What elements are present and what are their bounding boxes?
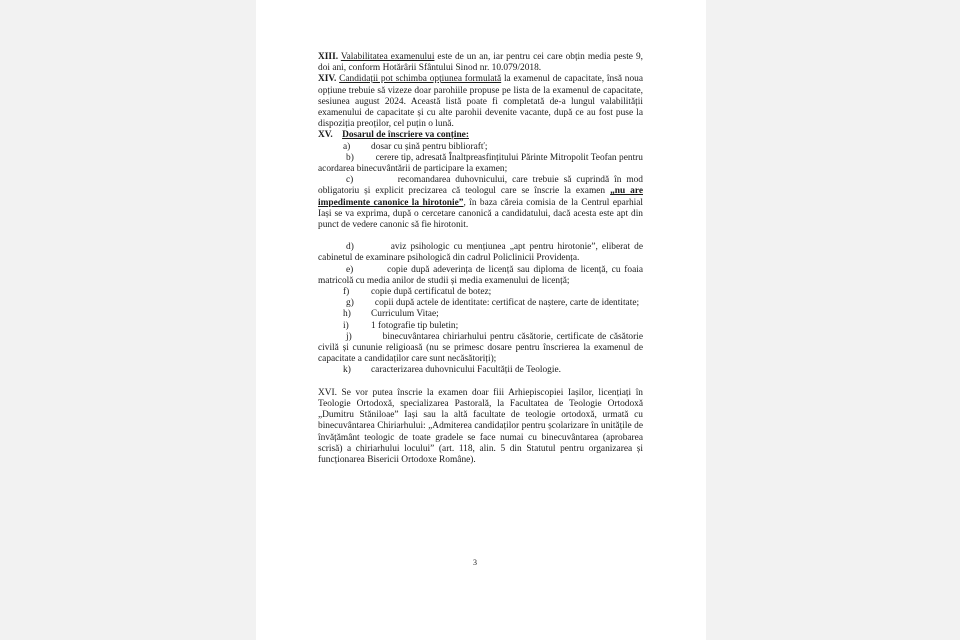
section-number: XIV. [318, 74, 337, 85]
list-marker: i) [343, 320, 349, 331]
list-item [318, 365, 643, 376]
section-xiii [318, 52, 643, 74]
section-xiv [318, 74, 643, 130]
list-text: aviz psihologic cu mențiunea „apt pentru hirotonie”, eliberat de cabinetul de examinare psihologică din cadrul Policlinicii Providența. [318, 242, 643, 264]
section-heading: Valabilitatea examenului [340, 52, 435, 62]
list-text: binecuvântarea chiriarhului pentru căsătorie, certificate de căsătorie civilă și cununie religioasă (nu se primesc dosare pentru înscrierea la examenul de capacitate a candidaților care sunt necăsătoriți); [318, 331, 643, 365]
requirements-list [318, 142, 643, 377]
emphasis-text: „nu are impedimente canonice la hirotonie” [318, 186, 643, 208]
list-item [318, 175, 643, 231]
list-item [318, 287, 643, 298]
list-text: , în baza căreia comisia de la Centrul eparhial Iași se va exprima, după o cercetare canonică a candidatului, dacă acesta este apt din punct de vedere canonic să fie hirotonit. [318, 197, 644, 231]
list-marker: f) [343, 287, 350, 298]
section-text: este de un an, iar pentru cei care obțin media peste 9, doi ani, conform Hotărârii Sfântului Sinod nr. 10.079/2018. [318, 52, 643, 74]
list-text: 1 fotografie tip buletin; [371, 320, 459, 331]
section-xvi: XVI. Se vor putea înscrie la examen doar fiii Arhiepiscopiei Iașilor, licențiați în Teologie Ortodoxă, specializarea Pastorală, la Facultatea de Teologie Ortodoxă „Dumitru Stăniloae” Iași sau la altă facultate de teologie ortodoxă, urmată cu binecuvântarea Chiriarhului: „Admiterea candidaților pentru școlarizare în unitățile de învățământ teologic de toate gradele se face numai cu binecuvântarea (aprobarea scrisă) a chiriarhului locului” (art. 118, alin. 5 din Statutul pentru organizarea și funcționarea Bisericii Ortodoxe Române). [318, 387, 643, 465]
list-item [318, 309, 643, 320]
list-item [318, 153, 643, 175]
list-marker: e) [346, 264, 354, 275]
list-text: copie după certificatul de botez; [371, 287, 492, 298]
list-item [318, 265, 643, 287]
list-item [318, 298, 643, 309]
list-text: copie după adeverința de licență sau diploma de licență, cu foaia matricolă cu media anilor de studii și media examenului de licență; [318, 264, 643, 286]
list-item [318, 321, 643, 332]
section-heading: Candidații pot schimba opțiunea formulată [339, 74, 502, 85]
section-number: XV. [318, 130, 333, 141]
section-text: la examenul de capacitate, însă noua opțiune trebuie să vizeze doar parohiile propuse pe lista de la examenul de capacitate, sesiunea august 2024. Această listă poate fi completată de-a lungul valabilității examenului de capacitate și cu alte parohii devenite vacante, după ce au fost puse la dispoziția preoților, cel puțin o lună. [318, 74, 643, 130]
list-marker: c) [346, 175, 354, 186]
list-text: copii după actele de identitate: certificat de naștere, carte de identitate; [374, 298, 640, 309]
list-text: recomandarea duhovnicului, care trebuie să cuprindă în mod obligatoriu și explicit precizarea că teologul care se înscrie la examen [318, 175, 643, 197]
page-number: 3 [473, 558, 477, 567]
list-marker: h) [343, 309, 351, 320]
list-text: Curriculum Vitae; [371, 309, 439, 320]
list-marker: a) [343, 141, 351, 152]
list-text: dosar cu șină pentru bibliorafť; [371, 141, 488, 152]
list-item [318, 332, 643, 366]
section-number: XIII. [318, 52, 339, 62]
list-text: cerere tip, adresată Înaltpreasfințitului Părinte Mitropolit Teofan pentru acordarea binecuvântării de participare la examen; [318, 152, 643, 175]
list-marker: b) [346, 152, 354, 163]
list-item [318, 242, 643, 264]
section-heading: Dosarul de înscriere va conține: [342, 130, 469, 141]
list-item [318, 142, 643, 153]
list-marker: j) [346, 331, 352, 342]
list-marker: k) [343, 365, 351, 376]
list-marker: g) [346, 298, 354, 309]
list-marker: d) [346, 242, 354, 253]
list-text: caracterizarea duhovnicului Facultății de Teologie. [371, 365, 561, 376]
document-body [318, 52, 643, 466]
section-xv-heading [318, 130, 643, 141]
